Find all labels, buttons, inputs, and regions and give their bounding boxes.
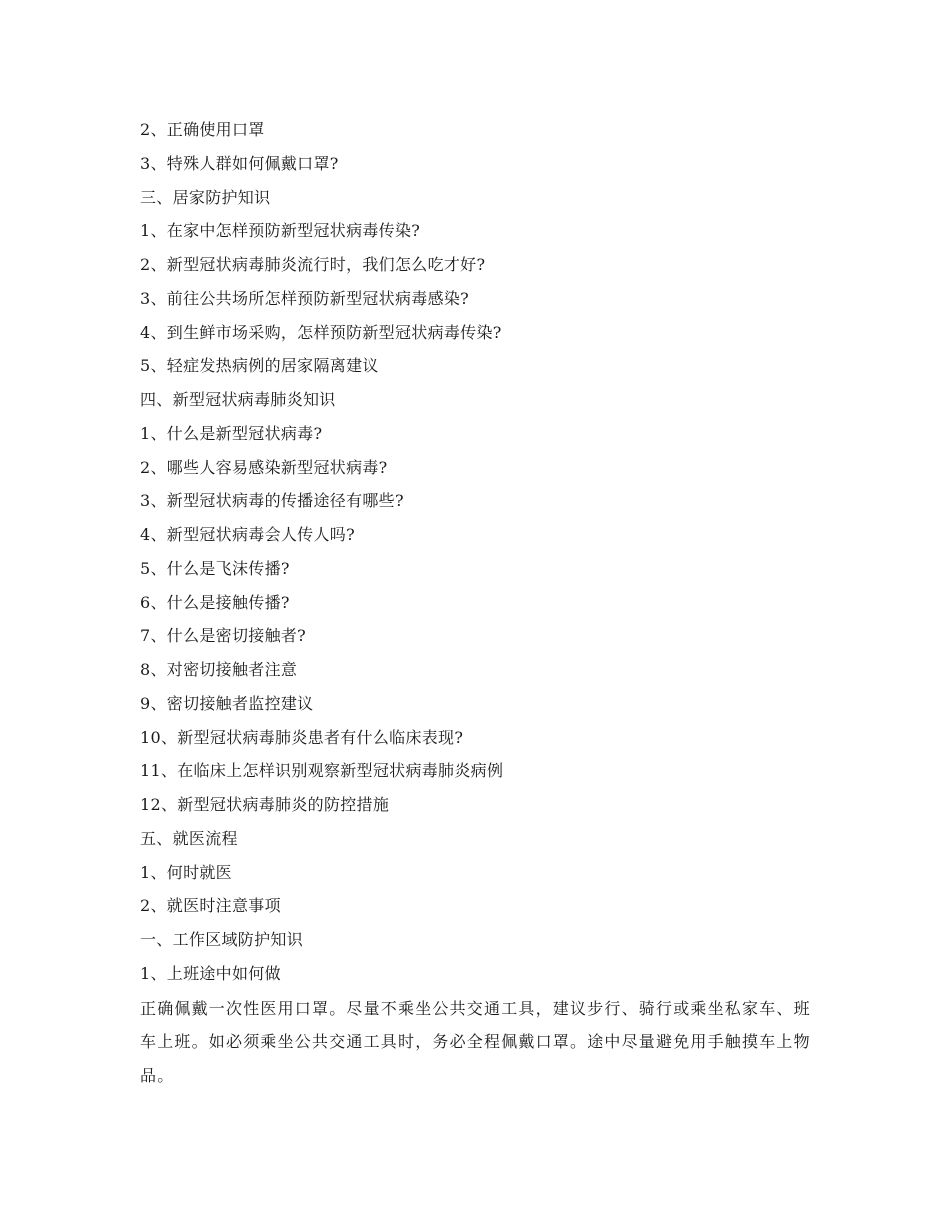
list-item: 12、新型冠状病毒肺炎的防控措施 — [140, 795, 390, 814]
list-item: 9、密切接触者监控建议 — [140, 693, 314, 713]
list-item: 10、新型冠状病毒肺炎患者有什么临床表现? — [140, 727, 464, 747]
list-item: 4、到生鲜市场采购，怎样预防新型冠状病毒传染? — [140, 322, 502, 342]
list-item: 5、轻症发热病例的居家隔离建议 — [140, 356, 379, 376]
list-item: 6、什么是接触传播? — [140, 592, 290, 612]
list-item: 1、什么是新型冠状病毒? — [140, 423, 323, 443]
list-item: 1、在家中怎样预防新型冠状病毒传染? — [140, 221, 421, 241]
list-item: 2、正确使用口罩 — [140, 120, 265, 139]
section-heading: 四、新型冠状病毒肺炎知识 — [140, 390, 336, 409]
list-item: 3、新型冠状病毒的传播途径有哪些? — [140, 491, 404, 511]
section-heading: 一、工作区域防护知识 — [140, 930, 304, 949]
body-paragraph: 正确佩戴一次性医用口罩。尽量不乘坐公共交通工具，建议步行、骑行或乘坐私家车、班车上班。如必须乘坐公共交通工具时，务必全程佩戴口罩。途中尽量避免用手触摸车上物品。 — [140, 998, 811, 1085]
list-item: 3、前往公共场所怎样预防新型冠状病毒感染? — [140, 288, 470, 308]
list-item: 11、在临床上怎样识别观察新型冠状病毒肺炎病例 — [140, 761, 504, 781]
list-item: 5、什么是飞沫传播? — [140, 558, 290, 578]
list-item: 8、对密切接触者注意 — [140, 660, 298, 679]
list-item: 1、何时就医 — [140, 862, 232, 882]
list-item: 2、新型冠状病毒肺炎流行时，我们怎么吃才好? — [140, 255, 486, 274]
list-item: 3、特殊人群如何佩戴口罩? — [140, 153, 339, 173]
list-item: 1、上班途中如何做 — [140, 963, 281, 983]
document-body — [140, 113, 820, 1092]
list-item: 2、就医时注意事项 — [140, 896, 281, 916]
list-item: 2、哪些人容易感染新型冠状病毒? — [140, 457, 388, 477]
section-heading: 三、居家防护知识 — [140, 187, 271, 207]
list-item: 4、新型冠状病毒会人传人吗? — [140, 525, 355, 544]
section-heading: 五、就医流程 — [140, 828, 238, 848]
list-item: 7、什么是密切接触者? — [140, 626, 307, 646]
